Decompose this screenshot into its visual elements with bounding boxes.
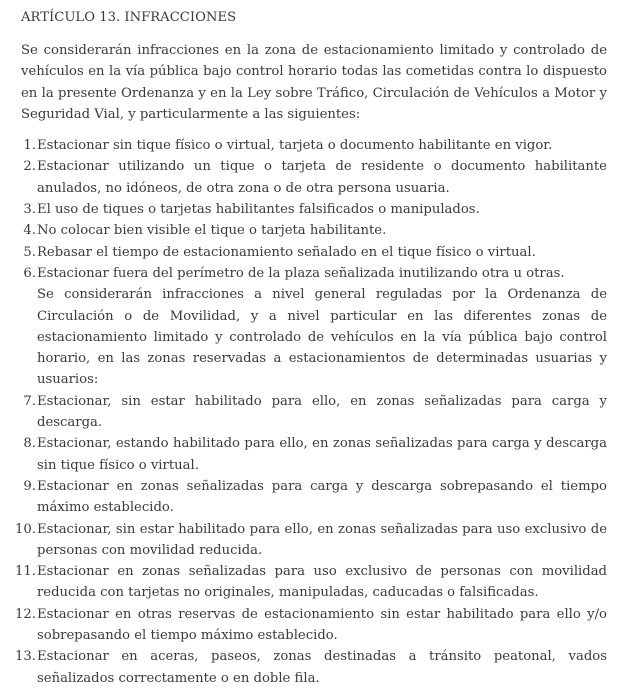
list-item	[21, 199, 607, 220]
item-text: Estacionar, estando habilitado para ello, en zonas señalizadas para carga y descarga sin tique físico o virtual.	[37, 436, 607, 473]
item-number: 11.	[15, 564, 36, 580]
list-item	[21, 263, 607, 284]
item-text: Estacionar en zonas señalizadas para carga y descarga sobrepasando el tiempo máximo establecido.	[37, 478, 607, 516]
item-number: 7.	[23, 393, 36, 409]
list-item	[21, 433, 607, 476]
item-text: Estacionar en zonas señalizadas para uso exclusivo de personas con movilidad reducida con tarjetas no originales, manipuladas, caducadas o falsificadas.	[37, 564, 607, 601]
article-title: ARTÍCULO 13. INFRACCIONES	[21, 10, 237, 25]
list-item	[15, 604, 607, 647]
item-number: 2.	[23, 159, 36, 175]
list-item	[21, 135, 607, 156]
item-text: Estacionar en otras reservas de estacionamiento sin estar habilitado para ello y/o sobrepasando el tiempo máximo establecido.	[37, 606, 607, 644]
item-number: 9.	[23, 478, 36, 494]
list-item	[21, 391, 607, 434]
item-text: No colocar bien visible el tique o tarjeta habilitante.	[37, 223, 387, 239]
list-item	[21, 220, 607, 241]
item-number: 13.	[15, 649, 36, 665]
list-item	[21, 156, 607, 199]
infractions-list-b	[15, 391, 607, 689]
list-item	[21, 476, 607, 519]
list-item	[15, 519, 607, 562]
infractions-list-a	[21, 135, 607, 284]
item-text: Estacionar, sin estar habilitado para ello, en zonas señalizadas para uso exclusivo de personas con movilidad reducida.	[37, 521, 607, 558]
item-number: 12.	[15, 606, 36, 622]
item-text: Estacionar utilizando un tique o tarjeta de residente o documento habilitante anulados, no idóneos, de otra zona o de otra persona usuaria.	[37, 159, 607, 196]
list-item	[15, 561, 607, 604]
item-number: 6.	[23, 265, 36, 281]
item-number: 1.	[23, 138, 36, 154]
middle-paragraph: Se considerarán infracciones a nivel general reguladas por la Ordenanza de Circulación o de Movilidad, y a nivel particular en las diferentes zonas de estacionamiento limitado y controlado de vehículos en la vía pública bajo control horario, en las zonas reservadas a estacionamientos de determinadas usuarias y usuarios:	[37, 287, 607, 388]
item-text: El uso de tiques o tarjetas habilitantes falsificados o manipulados.	[37, 202, 480, 218]
item-number: 5.	[23, 244, 36, 260]
item-text: Estacionar sin tique físico o virtual, tarjeta o documento habilitante en vigor.	[37, 138, 553, 154]
item-text: Estacionar en aceras, paseos, zonas destinadas a tránsito peatonal, vados señalizados correctamente o en doble fila.	[37, 649, 607, 686]
article-intro: Se considerarán infracciones en la zona de estacionamiento limitado y controlado de vehículos en la vía pública bajo control horario todas las cometidas contra lo dispuesto en la presente Ordenanza y en la Ley sobre Tráfico, Circulación de Vehículos a Motor y Seguridad Vial, y particularmente a las siguientes:	[21, 43, 607, 122]
list-item	[21, 242, 607, 263]
item-text: Estacionar fuera del perímetro de la plaza señalizada inutilizando otra u otras.	[37, 265, 565, 281]
item-number: 3.	[23, 202, 36, 218]
item-number: 10.	[15, 521, 36, 537]
item-text: Estacionar, sin estar habilitado para ello, en zonas señalizadas para carga y descarga.	[37, 393, 607, 431]
item-number: 8.	[23, 436, 36, 452]
item-text: Rebasar el tiempo de estacionamiento señalado en el tique físico o virtual.	[37, 244, 536, 260]
list-item	[15, 646, 607, 689]
item-number: 4.	[23, 223, 36, 239]
